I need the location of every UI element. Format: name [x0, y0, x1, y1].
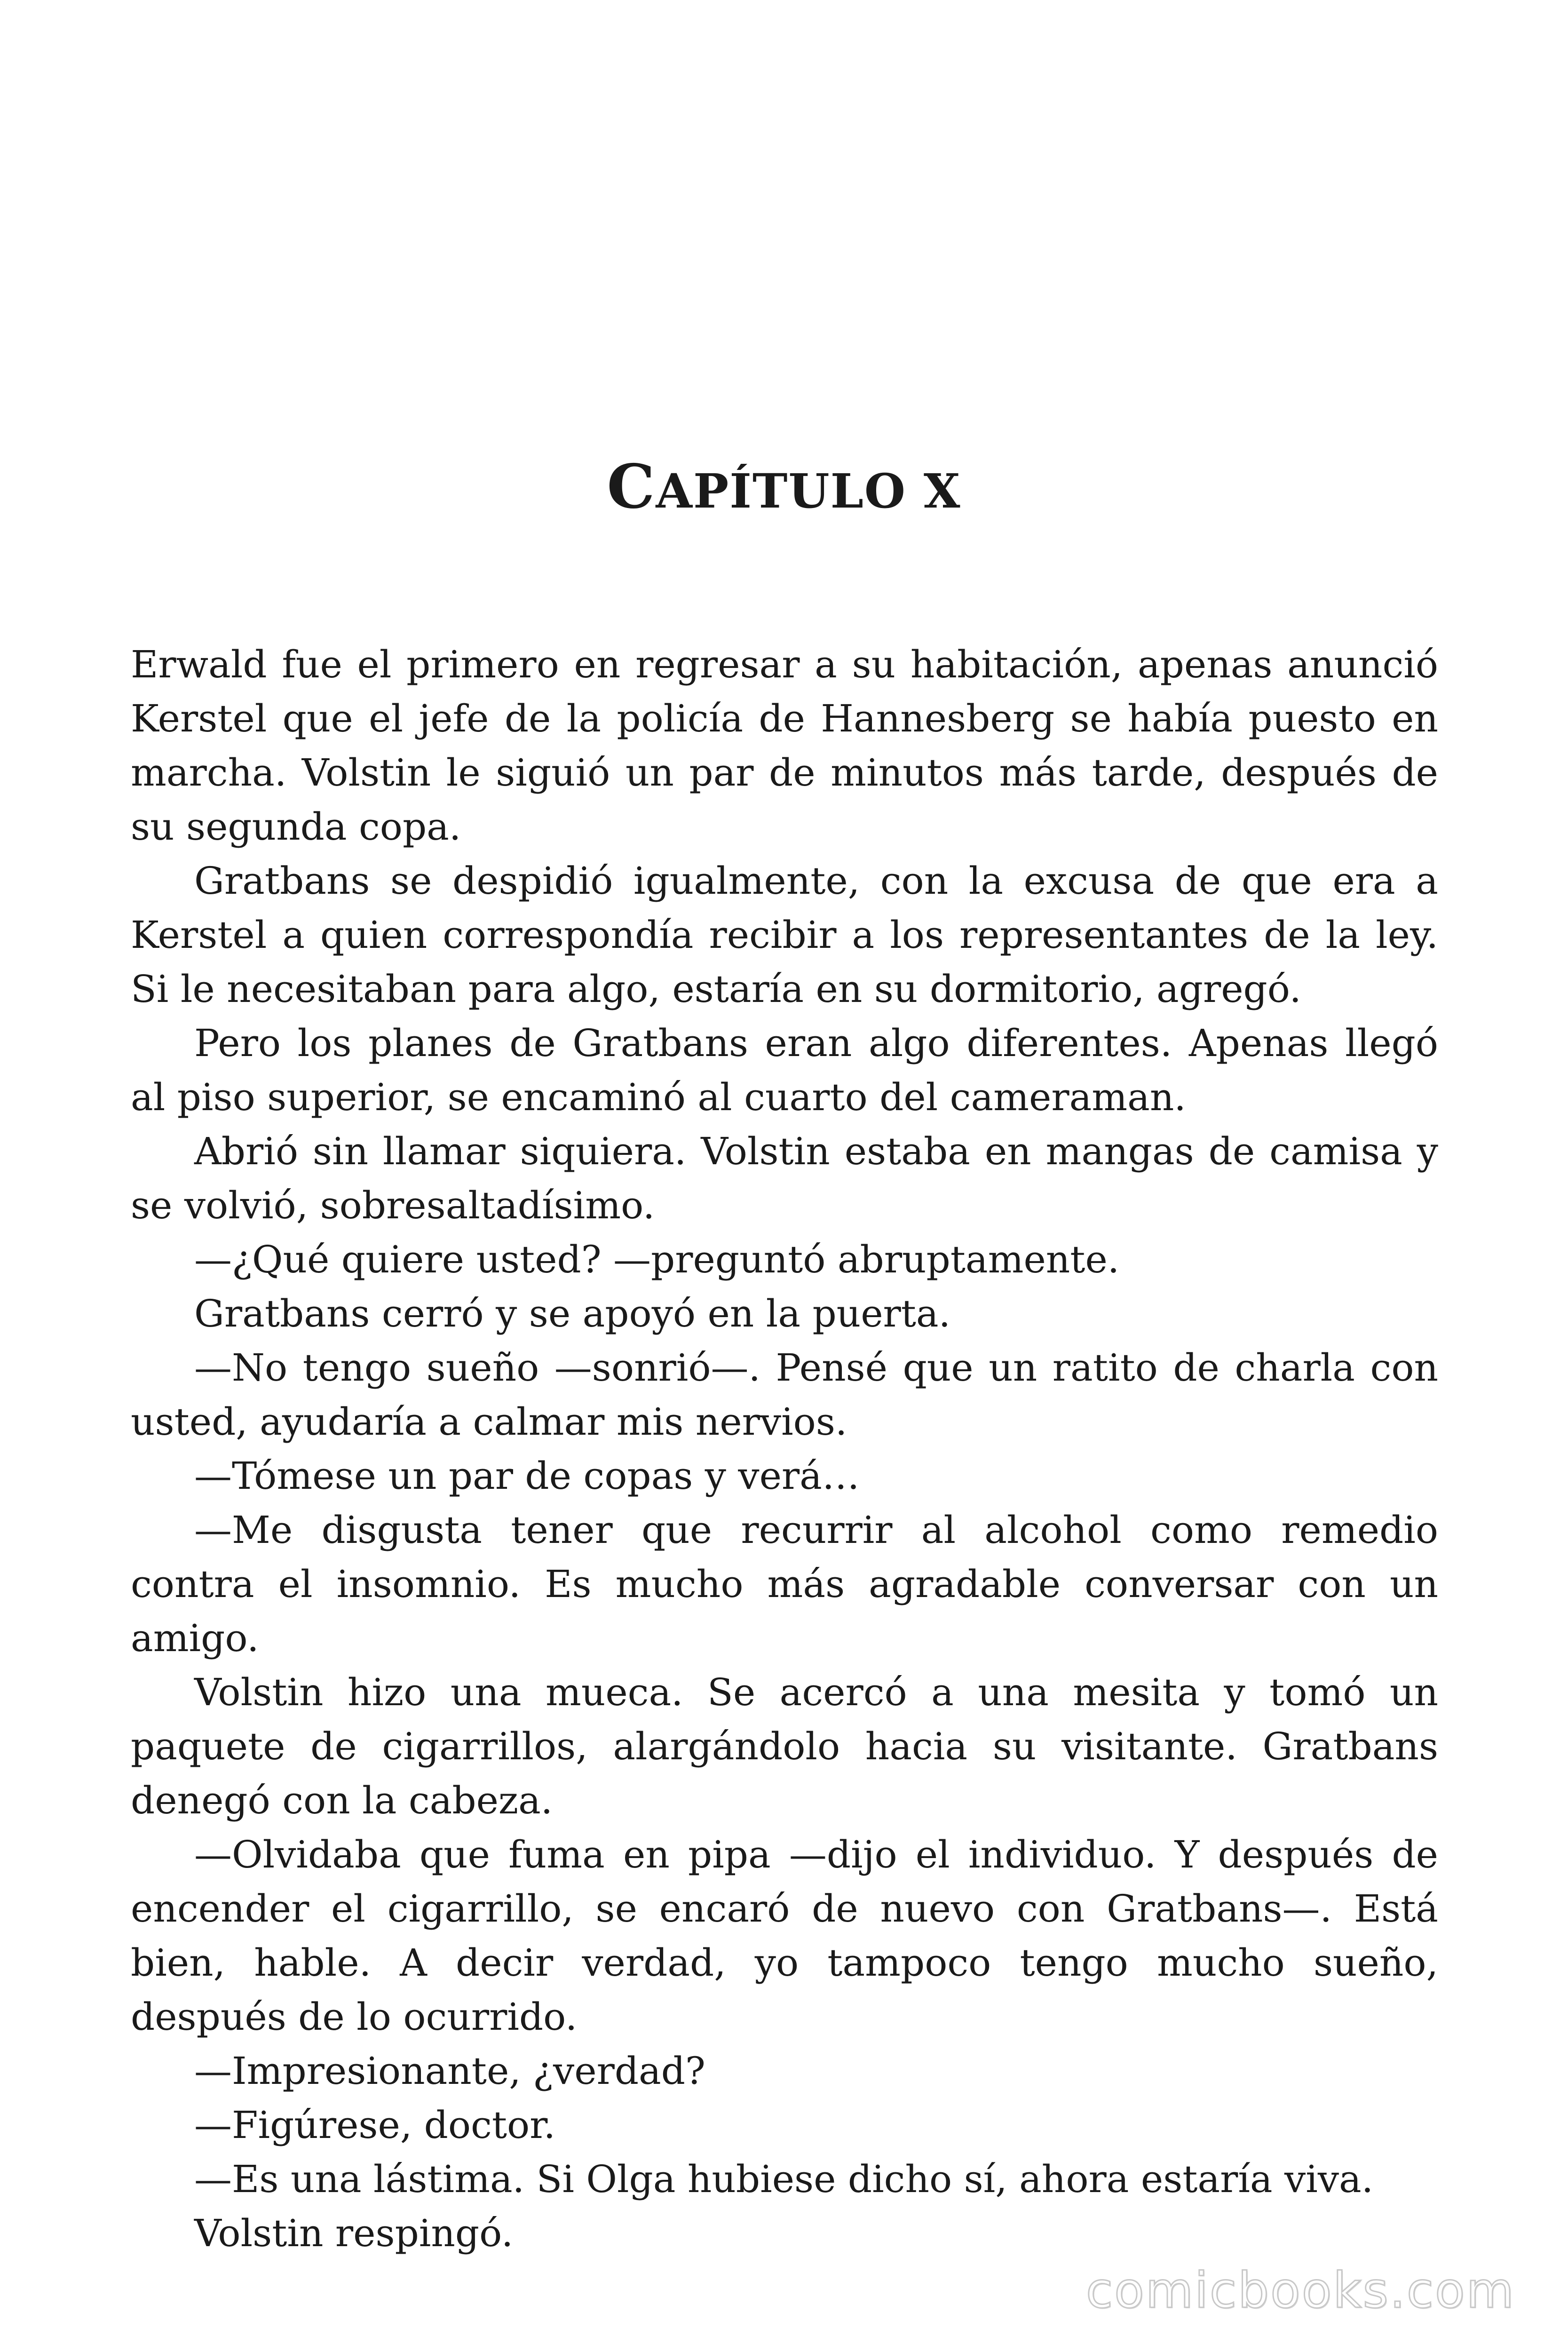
paragraph: —Tómese un par de copas y verá…	[194, 1454, 860, 1498]
chapter-title	[0, 452, 1568, 522]
paragraph: Gratbans cerró y se apoyó en la puerta.	[194, 1292, 951, 1335]
paragraph: Erwald fue el primero en regresar a su habitación, apenas anunció Kerstel que el jefe de la policía de Hannesberg se había puesto en marcha. Volstin le siguió un par de minutos más tarde, después de su segunda copa.	[131, 643, 1438, 849]
paragraph: Volstin hizo una mueca. Se acercó a una mesita y tomó un paquete de cigarrillos, alargándolo hacia su visitante. Gratbans denegó con la cabeza.	[131, 1670, 1438, 1822]
paragraph: Volstin respingó.	[194, 2211, 514, 2255]
paragraph: —Olvidaba que fuma en pipa —dijo el individuo. Y después de encender el cigarrillo, se encaró de nuevo con Gratbans—. Está bien, hable. A decir verdad, yo tampoco tengo mucho sueño, después de lo ocurrido.	[131, 1833, 1438, 2039]
chapter-title-initial: C	[607, 452, 656, 522]
paragraph: —¿Qué quiere usted? —preguntó abruptamente.	[194, 1238, 1120, 1281]
paragraph: —Impresionante, ¿verdad?	[194, 2049, 705, 2093]
paragraph: —Me disgusta tener que recurrir al alcohol como remedio contra el insomnio. Es mucho más agradable conversar con un amigo.	[131, 1508, 1438, 1660]
paragraph: —Es una lástima. Si Olga hubiese dicho sí, ahora estaría viva.	[194, 2157, 1374, 2201]
paragraph: Gratbans se despidió igualmente, con la excusa de que era a Kerstel a quien correspondía recibir a los representantes de la ley. Si le necesitaban para algo, estaría en su dormitorio, agregó.	[131, 859, 1438, 1011]
paragraph: —Figúrese, doctor.	[194, 2103, 556, 2147]
paragraph: Abrió sin llamar siquiera. Volstin estaba en mangas de camisa y se volvió, sobresaltadísimo.	[131, 1129, 1438, 1227]
watermark: comicbooks.com	[1085, 2262, 1515, 2319]
chapter-body	[131, 637, 1438, 2260]
paragraph: —No tengo sueño —sonrió—. Pensé que un ratito de charla con usted, ayudaría a calmar mis nervios.	[131, 1346, 1438, 1444]
paragraph: Pero los planes de Gratbans eran algo diferentes. Apenas llegó al piso superior, se encaminó al cuarto del cameraman.	[131, 1021, 1438, 1119]
chapter-title-rest: APÍTULO X	[656, 463, 961, 519]
